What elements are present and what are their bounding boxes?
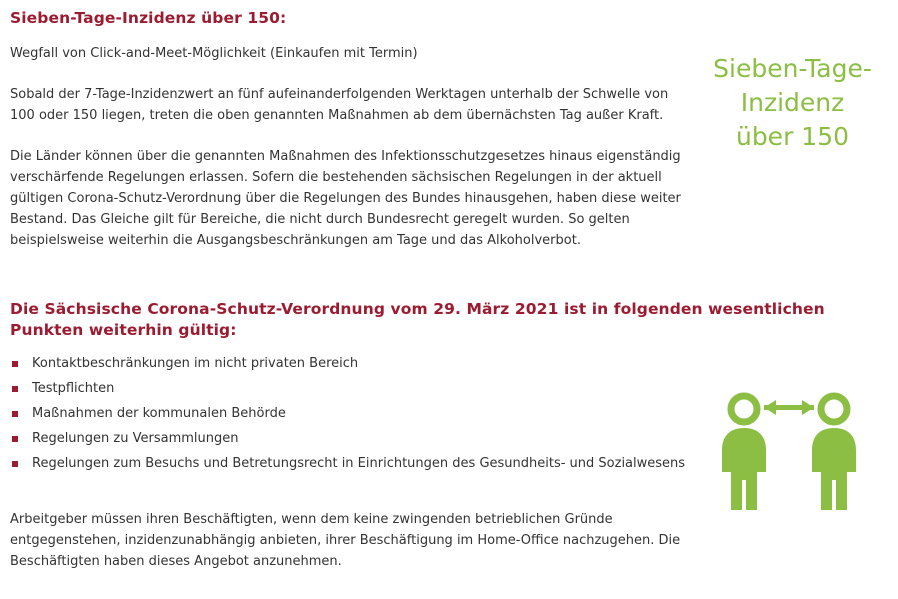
list-item — [10, 430, 688, 455]
square-bullet-icon — [12, 436, 18, 442]
square-bullet-icon — [12, 411, 18, 417]
square-bullet-icon — [12, 461, 18, 467]
section-heading-valid-points: Die Sächsische Corona-Schutz-Verordnung vom 29. März 2021 ist in folgenden wesentlichen Punkten weiterhin gültig: — [10, 300, 825, 340]
list-item — [10, 405, 688, 430]
square-bullet-icon — [12, 361, 18, 367]
paragraph-click-and-meet: Wegfall von Click-and-Meet-Möglichkeit (Einkaufen mit Termin) — [10, 45, 418, 61]
list-item — [10, 455, 688, 480]
list-item-label: Maßnahmen der kommunalen Behörde — [32, 405, 286, 421]
text-column — [10, 0, 825, 573]
social-distance-icon — [712, 392, 872, 517]
page-title: Sieben-Tage-Inzidenz über 150: — [10, 9, 287, 27]
incidence-badge-line-2: Inzidenz — [740, 87, 845, 117]
valid-points-list — [10, 355, 688, 479]
square-bullet-icon — [12, 386, 18, 392]
paragraph-incidence-threshold: Sobald der 7-Tage-Inzidenzwert an fünf aufeinanderfolgenden Werktagen unterhalb der Schwelle von 100 oder 150 liegen, treten die oben genannten Maßnahmen ab dem übernächsten Tag außer Kraft. — [10, 86, 669, 124]
list-item — [10, 355, 688, 380]
incidence-badge-line-3: über 150 — [735, 121, 850, 151]
list-item — [10, 380, 688, 405]
list-item-label: Regelungen zu Versammlungen — [32, 430, 239, 446]
list-item-label: Regelungen zum Besuchs und Betretungsrecht in Einrichtungen des Gesundheits- und Sozialwesens — [32, 455, 686, 471]
list-item-label: Testpflichten — [32, 380, 115, 396]
paragraph-home-office: Arbeitgeber müssen ihren Beschäftigten, wenn dem keine zwingenden betrieblichen Gründe entgegenstehen, inzidenzunabhängig anbieten, ihrer Beschäftigung im Home-Office nachzugehen. Die Beschäftigten haben dieses Angebot anzunehmen. — [10, 512, 681, 570]
incidence-badge-line-1: Sieben-Tage- — [713, 54, 872, 83]
paragraph-state-regulations: Die Länder können über die genannten Maßnahmen des Infektionsschutzgesetzes hinaus eigenständig verschärfende Regelungen erlassen. Sofern die bestehenden sächsischen Regelungen in der aktuell gültigen Corona-Schutz-Verordnung über die Regelungen des Bundes hinausgehen, haben diese weiter Bestand. Das Gleiche gilt für Bereiche, die nicht durch Bundesrecht geregelt wurden. So gelten beispielsweise weiterhin die Ausgangsbeschränkungen am Tage und das Alkoholverbot. — [10, 149, 681, 249]
incidence-badge — [690, 52, 895, 153]
list-item-label: Kontaktbeschränkungen im nicht privaten Bereich — [32, 356, 359, 372]
